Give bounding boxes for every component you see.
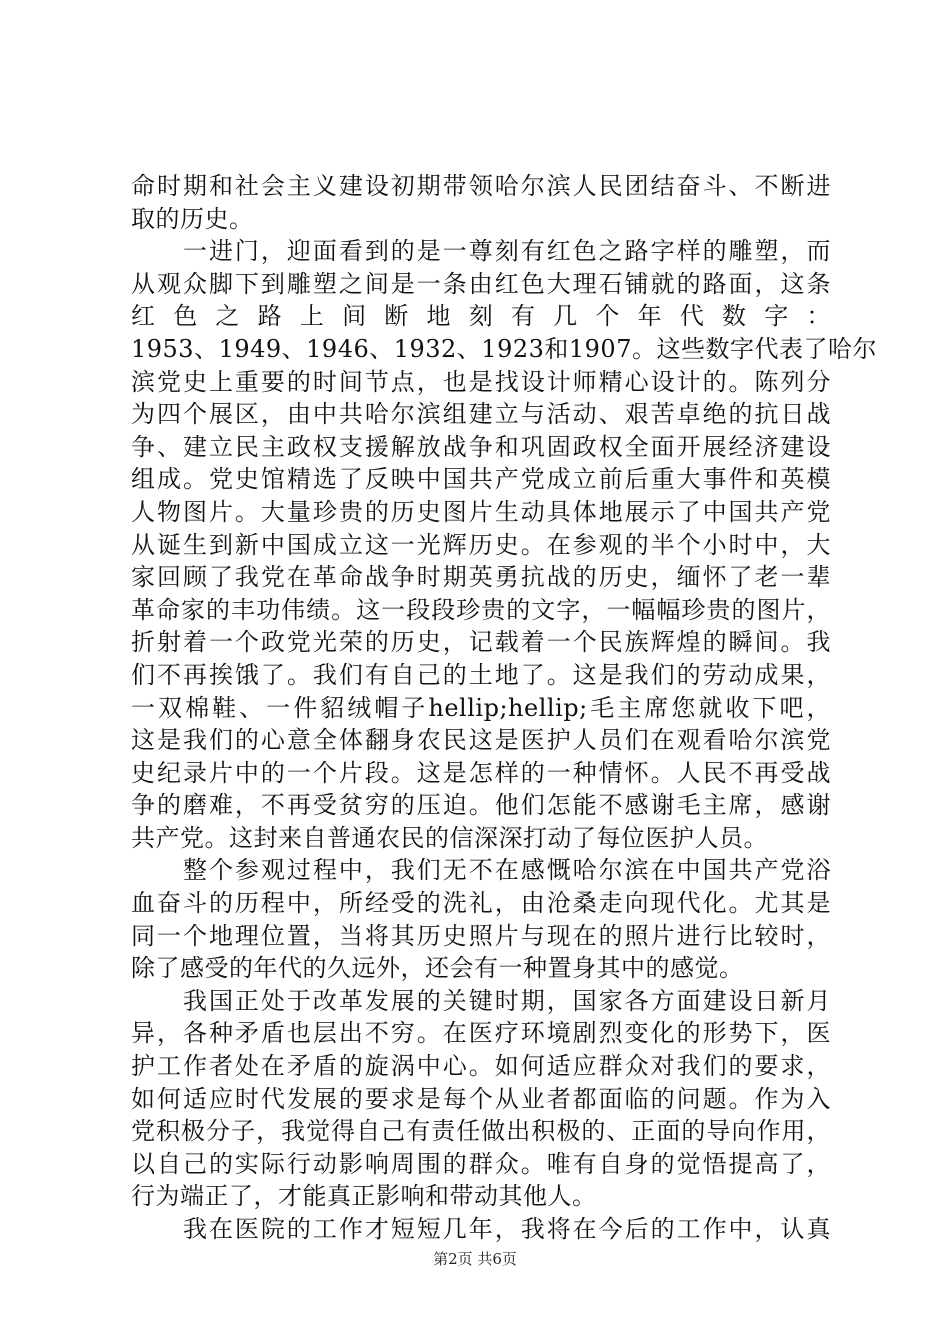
text-line: 人物图片。大量珍贵的历史图片生动具体地展示了中国共产党 [131, 497, 831, 526]
text-line: 同一个地理位置，当将其历史照片与现在的照片进行比较时， [131, 921, 831, 950]
text-line: 血奋斗的历程中，所经受的洗礼，由沧桑走向现代化。尤其是 [131, 889, 831, 918]
text-line: 从观众脚下到雕塑之间是一条由红色大理石铺就的路面，这条 [131, 269, 831, 298]
text-line: 整个参观过程中，我们无不在感慨哈尔滨在中国共产党浴 [131, 856, 831, 885]
text-line: 护工作者处在矛盾的旋涡中心。如何适应群众对我们的要求， [131, 1052, 831, 1081]
text-line: 从诞生到新中国成立这一光辉历史。在参观的半个小时中，大 [131, 530, 831, 559]
text-line: 如何适应时代发展的要求是每个从业者都面临的问题。作为入 [131, 1084, 831, 1113]
text-line: 组成。党史馆精选了反映中国共产党成立前后重大事件和英模 [131, 465, 831, 494]
text-line: 为四个展区，由中共哈尔滨组建立与活动、艰苦卓绝的抗日战 [131, 400, 831, 429]
page-footer [0, 1248, 950, 1269]
text-line: 们不再挨饿了。我们有自己的土地了。这是我们的劳动成果， [131, 660, 831, 689]
text-line: 除了感受的年代的久远外，还会有一种置身其中的感觉。 [131, 954, 744, 983]
text-line: 史纪录片中的一个片段。这是怎样的一种情怀。人民不再受战 [131, 758, 831, 787]
text-line: 共产党。这封来自普通农民的信深深打动了每位医护人员。 [131, 823, 768, 852]
page-number-label: 第2页 共6页 [433, 1250, 517, 1268]
text-line: 一双棉鞋、一件貂绒帽子hellip;hellip;毛主席您就收下吧， [131, 693, 831, 722]
text-line: 一进门，迎面看到的是一尊刻有红色之路字样的雕塑，而 [131, 237, 831, 266]
document-body [131, 170, 877, 1246]
text-line: 折射着一个政党光荣的历史，记载着一个民族辉煌的瞬间。我 [131, 628, 831, 657]
text-line: 我国正处于改革发展的关键时期，国家各方面建设日新月 [131, 986, 831, 1015]
text-line: 取的历史。 [131, 204, 254, 233]
text-line: 异，各种矛盾也层出不穷。在医疗环境剧烈变化的形势下，医 [131, 1019, 831, 1048]
text-line: 家回顾了我党在革命战争时期英勇抗战的历史，缅怀了老一辈 [131, 563, 831, 592]
text-line: 革命家的丰功伟绩。这一段段珍贵的文字，一幅幅珍贵的图片， [131, 595, 831, 624]
text-line: 争、建立民主政权支援解放战争和巩固政权全面开展经济建设 [131, 432, 831, 461]
text-line: 我在医院的工作才短短几年，我将在今后的工作中，认真 [131, 1215, 831, 1243]
text-line: 这是我们的心意全体翻身农民这是医护人员们在观看哈尔滨党 [131, 726, 831, 755]
text-line: 滨党史上重要的时间节点，也是找设计师精心设计的。陈列分 [131, 367, 831, 396]
text-line: 党积极分子，我觉得自己有责任做出积极的、正面的导向作用， [131, 1117, 831, 1146]
text-line: 红色之路上间断地刻有几个年代数字： [131, 302, 831, 331]
text-line: 争的磨难，不再受贫穷的压迫。他们怎能不感谢毛主席，感谢 [131, 791, 831, 820]
text-line: 命时期和社会主义建设初期带领哈尔滨人民团结奋斗、不断进 [131, 172, 831, 200]
text-line: 1953、1949、1946、1932、1923和1907。这些数字代表了哈尔 [131, 334, 877, 363]
text-line: 行为端正了，才能真正影响和带动其他人。 [131, 1182, 597, 1211]
text-line: 以自己的实际行动影响周围的群众。唯有自身的觉悟提高了， [131, 1149, 831, 1178]
